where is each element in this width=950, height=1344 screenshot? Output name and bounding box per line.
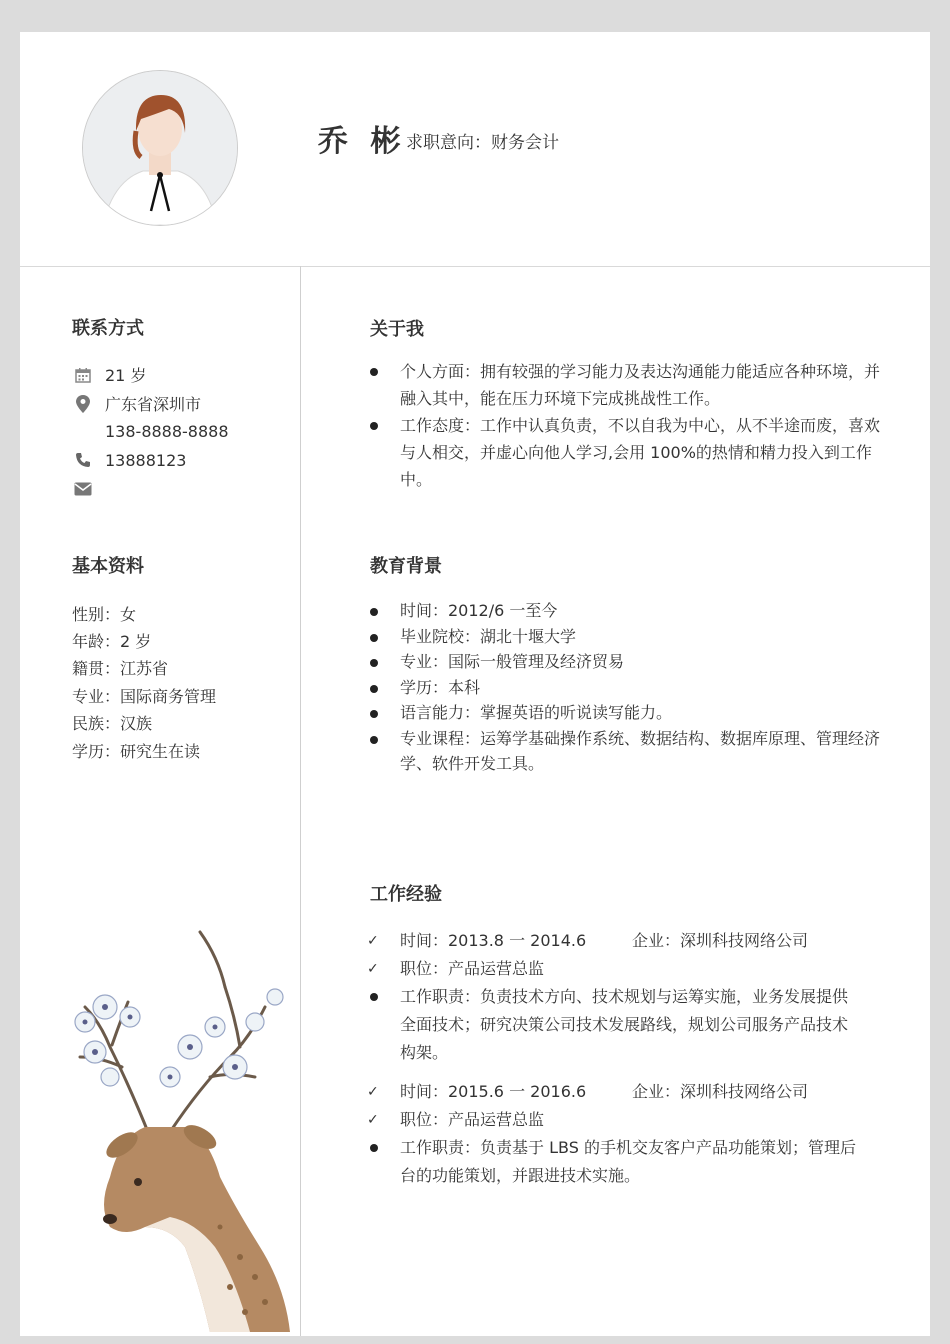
mail-icon <box>72 478 94 500</box>
basic-major: 专业：国际商务管理 <box>72 687 217 706</box>
work-title: 工作经验 <box>370 884 442 905</box>
list-item: 专业：国际一般管理及经济贸易 <box>370 649 890 675</box>
contact-mobile-text: 138-8888-8888 <box>105 421 229 441</box>
resume-header <box>20 32 930 267</box>
about-list <box>370 358 890 493</box>
basic-ethnicity: 民族：汉族 <box>72 714 153 733</box>
basic-title: 基本资料 <box>72 556 144 577</box>
contact-location-text: 广东省深圳市 <box>105 395 202 414</box>
contact-age-text: 21 岁 <box>105 366 147 385</box>
contact-phone-text: 13888123 <box>105 450 187 470</box>
candidate-name: 乔 彬 <box>318 124 407 159</box>
contact-title: 联系方式 <box>72 318 144 339</box>
list-item: 语言能力：掌握英语的听说读写能力。 <box>370 700 890 726</box>
contact-location <box>72 392 201 415</box>
location-pin-icon <box>72 393 94 415</box>
list-item: 个人方面：拥有较强的学习能力及表达沟通能力能适应各种环境，并融入其中，能在压力环境下完成挑战性工作。 <box>370 358 890 412</box>
basic-degree: 学历：研究生在读 <box>72 742 201 761</box>
work-duty-row: 工作职责：负责技术方向、技术规划与运筹实施，业务发展提供全面技术；研究决策公司技术发展路线，规划公司服务产品技术构架。 <box>370 983 860 1067</box>
work-position-row: ✓ 职位：产品运营总监 <box>370 955 860 983</box>
calendar-icon <box>72 364 94 386</box>
resume-page <box>20 32 930 1336</box>
work-duty-row: 工作职责：负责基于 LBS 的手机交友客户产品功能策划；管理后台的功能策划，并跟进技术实施。 <box>370 1134 860 1190</box>
contact-mobile <box>72 420 229 442</box>
list-item: 专业课程：运筹学基础操作系统、数据结构、数据库原理、管理经济学、软件开发工具。 <box>370 726 890 777</box>
education-title: 教育背景 <box>370 556 442 577</box>
basic-gender: 性别：女 <box>72 605 137 624</box>
basic-hometown: 籍贯：江苏省 <box>72 659 169 678</box>
education-list <box>370 598 890 777</box>
list-item: 时间：2012/6 一至今 <box>370 598 890 624</box>
deer-illustration <box>50 927 310 1337</box>
work-time-row: ✓ 时间：2015.6 一 2016.6 企业：深圳科技网络公司 <box>370 1078 860 1106</box>
about-title: 关于我 <box>370 319 424 340</box>
check-icon: ✓ <box>367 933 379 949</box>
list-item: 毕业院校：湖北十堰大学 <box>370 624 890 650</box>
avatar <box>82 70 238 226</box>
list-item: 学历：本科 <box>370 675 890 701</box>
list-item: 工作态度：工作中认真负责，不以自我为中心，从不半途而废，喜欢与人相交，并虚心向他人学习,会用 100%的热情和精力投入到工作中。 <box>370 412 890 493</box>
phone-icon <box>72 449 94 471</box>
check-icon: ✓ <box>367 1084 379 1100</box>
job-intent: 求职意向：财务会计 <box>406 133 559 153</box>
check-icon: ✓ <box>367 961 379 977</box>
work-list <box>367 927 860 1190</box>
work-time-row: ✓ 时间：2013.8 一 2014.6 企业：深圳科技网络公司 <box>370 927 860 955</box>
contact-phone <box>72 449 186 471</box>
work-position-row: ✓ 职位：产品运营总监 <box>370 1106 860 1134</box>
contact-email <box>72 478 105 500</box>
basic-age: 年龄：2 岁 <box>72 632 152 651</box>
contact-age <box>72 363 146 386</box>
check-icon: ✓ <box>367 1112 379 1128</box>
